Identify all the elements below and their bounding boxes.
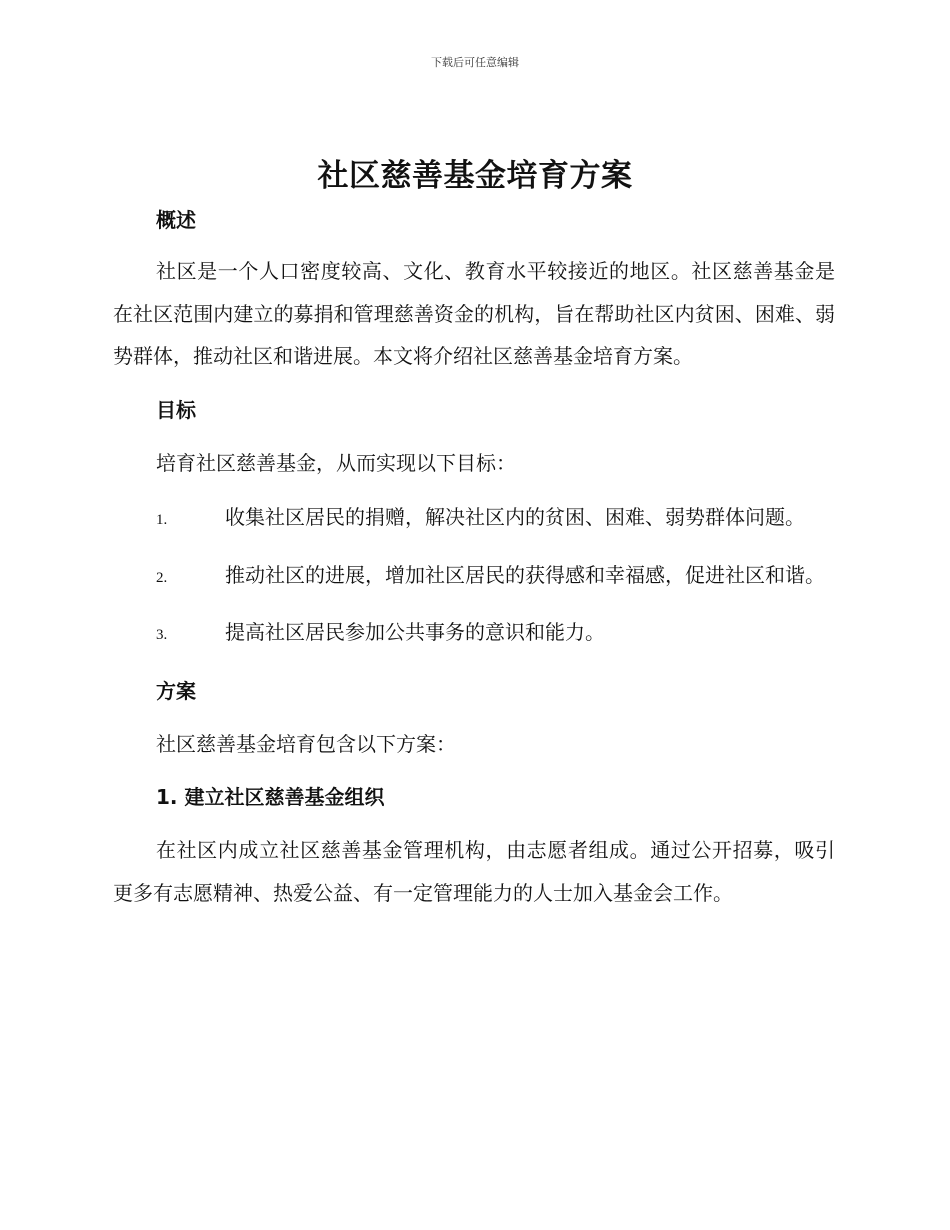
goal-item-text: 推动社区的进展，增加社区居民的获得感和幸福感，促进社区和谐。 (225, 562, 825, 587)
goal-item-text: 提高社区居民参加公共事务的意识和能力。 (225, 620, 605, 644)
document-body (113, 198, 835, 914)
section-heading-plan: 方案 (156, 678, 196, 703)
overview-paragraph: 社区是一个人口密度较高、文化、教育水平较接近的地区。社区慈善基金是在社区范围内建立的募捐和管理慈善资金的机构，旨在帮助社区内贫困、困难、弱势群体，推动社区和谐进展。本文将介绍社区慈善基金培育方案。 (113, 259, 835, 368)
goal-item-1 (113, 496, 835, 542)
goal-item-number: 2. (156, 569, 168, 586)
goal-item-3 (113, 611, 835, 657)
section-heading-overview: 概述 (156, 208, 196, 232)
page-header: 下载后可任意编辑 (431, 56, 519, 69)
goal-item-text: 收集社区居民的捐赠，解决社区内的贫困、困难、弱势群体问题。 (225, 505, 805, 529)
goals-intro: 培育社区慈善基金，从而实现以下目标： (156, 450, 516, 475)
plan-intro: 社区慈善基金培育包含以下方案： (156, 731, 456, 756)
section-heading-goals: 目标 (156, 397, 196, 422)
plan-paragraph: 在社区内成立社区慈善基金管理机构，由志愿者组成。通过公开招募，吸引更多有志愿精神、热爱公益、有一定管理能力的人士加入基金会工作。 (113, 838, 835, 905)
plan-subheading: 1. 建立社区慈善基金组织 (156, 785, 385, 809)
goal-item-2 (113, 554, 835, 600)
goal-item-number: 1. (156, 512, 168, 528)
document-title: 社区慈善基金培育方案 (317, 158, 633, 194)
goal-item-number: 3. (156, 627, 168, 643)
